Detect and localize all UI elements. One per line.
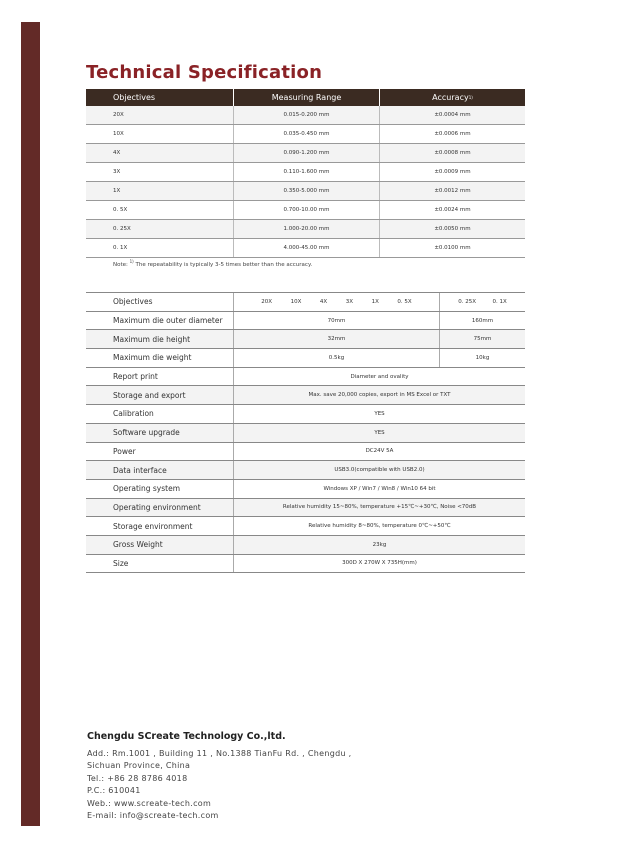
header-accuracy-label: Accuracy (432, 93, 469, 102)
objective-cell: 0. 5X (86, 201, 234, 219)
spec-label: Objectives (86, 293, 234, 311)
spec-value-large-objectives: 10kg (475, 354, 490, 361)
spec-value-large-objectives: 75mm (473, 336, 492, 343)
contact-line: Web.: www.screate-tech.com (87, 798, 212, 808)
objective-cell: 10X (86, 125, 234, 143)
contact-line: P.C.: 610041 (87, 786, 141, 796)
accuracy-table-row (86, 106, 525, 125)
footnote-text: The repeatability is typically 3-5 times better than the accuracy. (135, 261, 313, 268)
contact-info (87, 748, 352, 822)
header-accuracy (380, 89, 525, 106)
accuracy-cell: ±0.0009 mm (434, 169, 471, 175)
contact-line: Sichuan Province, China (87, 761, 191, 771)
spec-row (86, 368, 525, 387)
range-cell: 0.700-10.00 mm (234, 201, 380, 219)
spec-value: USB3.0(compatible with USB2.0) (334, 467, 425, 474)
spec-row (86, 480, 525, 499)
spec-row (86, 312, 525, 331)
accuracy-cell: ±0.0050 mm (434, 226, 471, 232)
spec-value: YES (374, 410, 385, 417)
accuracy-table-header (86, 89, 525, 106)
spec-value: Relative humidity 8~80%, temperature 0℃~+50℃ (308, 523, 451, 530)
spec-label: Calibration (86, 405, 234, 423)
spec-value: Windows XP / Win7 / Win8 / Win10 64 bit (323, 485, 436, 492)
footnote (113, 259, 312, 268)
objective-item: 4X (319, 298, 328, 305)
accuracy-table-row (86, 220, 525, 239)
objective-item: 20X (261, 298, 273, 305)
spec-label: Maximum die outer diameter (86, 312, 234, 330)
spec-label: Report print (86, 368, 234, 386)
spec-value: 23kg (372, 541, 387, 548)
range-cell: 1.000-20.00 mm (234, 220, 380, 238)
spec-row (86, 536, 525, 555)
range-cell: 0.090-1.200 mm (234, 144, 380, 162)
spec-row (86, 349, 525, 368)
accuracy-cell: ±0.0024 mm (434, 207, 471, 213)
spec-value: Diameter and ovality (350, 373, 409, 380)
accuracy-table-row (86, 182, 525, 201)
spec-value: DC24V 5A (365, 448, 394, 455)
spec-label: Power (86, 443, 234, 461)
accuracy-table-row (86, 201, 525, 220)
range-cell: 0.350-5.000 mm (234, 182, 380, 200)
accuracy-cell: ±0.0006 mm (434, 131, 471, 137)
objective-item: 10X (290, 298, 302, 305)
spec-value-small-objectives: 70mm (234, 312, 440, 330)
spec-value-large-objectives: 160mm (471, 317, 494, 324)
accuracy-cell: ±0.0004 mm (434, 112, 471, 118)
accuracy-table-body (86, 106, 525, 258)
range-cell: 4.000-45.00 mm (234, 239, 380, 257)
objective-cell: 1X (86, 182, 234, 200)
spec-label: Software upgrade (86, 424, 234, 442)
spec-label: Operating system (86, 480, 234, 498)
spec-row (86, 330, 525, 349)
objectives-group-b (440, 293, 525, 311)
spec-row (86, 555, 525, 574)
objective-item: 0. 25X (458, 298, 476, 305)
accuracy-table-row (86, 239, 525, 258)
spec-value-small-objectives: 0.5kg (234, 349, 440, 367)
objective-cell: 3X (86, 163, 234, 181)
spec-value: YES (374, 429, 385, 436)
objective-cell: 0. 25X (86, 220, 234, 238)
spec-label: Operating environment (86, 499, 234, 517)
header-measuring-range: Measuring Range (234, 89, 380, 106)
spec-value: Relative humidity 15~80%, temperature +15℃~+30℃, Noise <70dB (282, 504, 477, 511)
spec-row (86, 386, 525, 405)
spec-table (86, 292, 525, 573)
objectives-group-a (234, 293, 440, 311)
side-accent-bar (21, 22, 40, 826)
objective-item: 0. 1X (492, 298, 507, 305)
spec-row (86, 461, 525, 480)
objective-cell: 4X (86, 144, 234, 162)
spec-label: Gross Weight (86, 536, 234, 554)
spec-row (86, 424, 525, 443)
range-cell: 0.110-1.600 mm (234, 163, 380, 181)
header-accuracy-footnote: 1) (468, 95, 473, 100)
spec-label: Storage and export (86, 386, 234, 404)
page-title: Technical Specification (86, 62, 323, 83)
accuracy-table-row (86, 125, 525, 144)
contact-line: E-mail: info@screate-tech.com (87, 811, 219, 821)
company-name: Chengdu SCreate Technology Co.,ltd. (87, 731, 286, 742)
objective-item: 0. 5X (397, 298, 412, 305)
spec-label: Maximum die height (86, 330, 234, 348)
footnote-prefix: Note: (113, 261, 128, 268)
range-cell: 0.015-0.200 mm (234, 106, 380, 124)
objective-item: 1X (371, 298, 379, 305)
header-objectives: Objectives (86, 89, 234, 106)
spec-value: 300D X 270W X 735H(mm) (342, 560, 417, 567)
accuracy-cell: ±0.0008 mm (434, 150, 471, 156)
accuracy-table-row (86, 144, 525, 163)
accuracy-cell: ±0.0012 mm (434, 188, 471, 194)
objective-cell: 0. 1X (86, 239, 234, 257)
footnote-marker: 1) (129, 259, 134, 264)
accuracy-table (86, 89, 525, 258)
spec-value-small-objectives: 32mm (234, 330, 440, 348)
accuracy-table-row (86, 163, 525, 182)
spec-row (86, 499, 525, 518)
spec-label: Size (86, 555, 234, 573)
spec-row (86, 443, 525, 462)
spec-row (86, 517, 525, 536)
spec-label: Storage environment (86, 517, 234, 535)
contact-line: Add.: Rm.1001 , Building 11 , No.1388 TianFu Rd. , Chengdu , (87, 749, 352, 758)
contact-line: Tel.: +86 28 8786 4018 (87, 773, 188, 783)
objective-cell: 20X (86, 106, 234, 124)
objective-item: 3X (345, 298, 354, 305)
spec-label: Data interface (86, 461, 234, 479)
spec-row (86, 405, 525, 424)
spec-label: Maximum die weight (86, 349, 234, 367)
accuracy-cell: ±0.0100 mm (434, 245, 471, 251)
spec-row-objectives (86, 293, 525, 312)
spec-value: Max. save 20,000 copies, export in MS Excel or TXT (308, 392, 451, 399)
range-cell: 0.035-0.450 mm (234, 125, 380, 143)
